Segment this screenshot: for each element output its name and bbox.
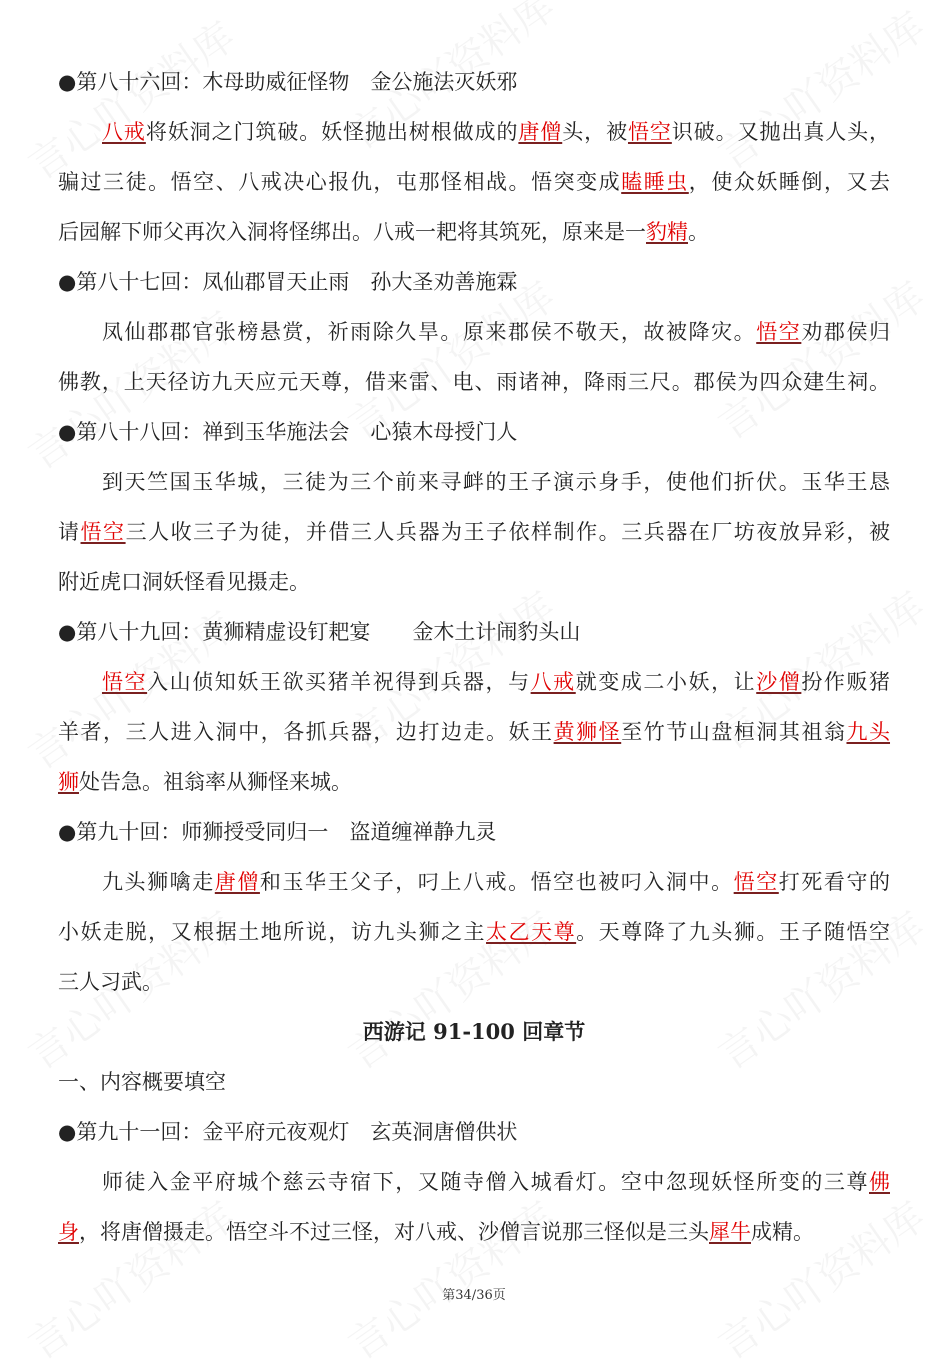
highlighted-keyword: 豹精 xyxy=(646,220,688,244)
highlighted-keyword: 八戒 xyxy=(102,120,146,144)
text-line xyxy=(58,157,890,207)
text-segment: ●第九十回：师狮授受同归一 盗道缠禅静九灵 xyxy=(58,820,497,844)
text-segment: 扮作贩猪 xyxy=(801,670,891,694)
chapter-heading xyxy=(58,257,890,307)
text-segment: ●第八十六回：木母助威征怪物 金公施法灭妖邪 xyxy=(58,70,518,94)
document-body xyxy=(58,57,890,1257)
highlighted-keyword: 悟空 xyxy=(627,120,672,144)
page-number: 第34/36页 xyxy=(442,1288,506,1303)
text-segment: 九头狮噙走 xyxy=(102,870,215,894)
text-segment: ，使众妖睡倒，又去 xyxy=(688,170,891,194)
text-segment: 将妖洞之门筑破。妖怪抛出树根做成的 xyxy=(145,120,519,144)
text-segment: 。天尊降了九头狮。王子随悟空 xyxy=(576,920,891,944)
text-segment: 三人收三子为徒，并借三人兵器为王子依样制作。三兵器在厂坊夜放异彩，被 xyxy=(125,520,891,544)
text-segment: ●第九十一回：金平府元夜观灯 玄英洞唐僧供状 xyxy=(58,1120,518,1144)
highlighted-keyword: 悟空 xyxy=(756,320,802,344)
text-line xyxy=(58,107,890,157)
highlighted-keyword: 悟空 xyxy=(102,670,148,694)
text-line xyxy=(58,1157,890,1207)
highlighted-keyword: 身 xyxy=(58,1220,79,1244)
text-segment: 就变成二小妖，让 xyxy=(575,670,757,694)
text-segment: 三人习武。 xyxy=(58,970,163,994)
text-line xyxy=(58,707,890,757)
text-segment: 一、内容概要填空 xyxy=(58,1070,226,1094)
text-line xyxy=(58,557,890,607)
chapter-heading xyxy=(58,807,890,857)
highlighted-keyword: 黄狮怪 xyxy=(553,720,622,744)
chapter-heading xyxy=(58,57,890,107)
section-title xyxy=(58,1007,890,1057)
text-line xyxy=(58,507,890,557)
text-line xyxy=(58,457,890,507)
highlighted-keyword: 唐僧 xyxy=(518,120,563,144)
text-segment: 请 xyxy=(58,520,81,544)
text-line xyxy=(58,1057,890,1107)
text-segment: ，将唐僧摄走。悟空斗不过三怪，对八戒、沙僧言说那三怪似是三头 xyxy=(79,1220,709,1244)
text-segment: 西游记 91-100 回章节 xyxy=(362,1019,586,1044)
text-segment: 识破。又抛出真人头， xyxy=(671,120,891,144)
highlighted-keyword: 狮 xyxy=(58,770,79,794)
text-line xyxy=(58,957,890,1007)
text-segment: 附近虎口洞妖怪看见摄走。 xyxy=(58,570,310,594)
highlighted-keyword: 八戒 xyxy=(530,670,576,694)
text-segment: ●第八十八回：禅到玉华施法会 心猿木母授门人 xyxy=(58,420,518,444)
chapter-heading xyxy=(58,1107,890,1157)
text-segment: 至竹节山盘桓洞其祖翁 xyxy=(621,720,847,744)
highlighted-keyword: 悟空 xyxy=(733,870,779,894)
text-segment: 小妖走脱，又根据土地所说，访九头狮之主 xyxy=(58,920,487,944)
text-segment: 入山侦知妖王欲买猪羊祝得到兵器，与 xyxy=(147,670,531,694)
highlighted-keyword: 瞌睡虫 xyxy=(621,170,689,194)
text-segment: 打死看守的 xyxy=(778,870,891,894)
highlighted-keyword: 九头 xyxy=(846,720,891,744)
text-segment: 成精。 xyxy=(751,1220,814,1244)
highlighted-keyword: 太乙天尊 xyxy=(486,920,577,944)
chapter-heading xyxy=(58,407,890,457)
text-line xyxy=(58,907,890,957)
text-line xyxy=(58,657,890,707)
text-segment: 师徒入金平府城个慈云寺宿下，又随寺僧入城看灯。空中忽现妖怪所变的三尊 xyxy=(102,1170,869,1194)
text-segment: 头，被 xyxy=(562,120,628,144)
text-segment: 和玉华王父子，叼上八戒。悟空也被叼入洞中。 xyxy=(259,870,734,894)
chapter-heading xyxy=(58,607,890,657)
highlighted-keyword: 悟空 xyxy=(80,520,126,544)
text-line xyxy=(58,857,890,907)
text-segment: 凤仙郡郡官张榜悬赏，祈雨除久旱。原来郡侯不敬天，故被降灾。 xyxy=(102,320,757,344)
highlighted-keyword: 犀牛 xyxy=(709,1220,751,1244)
text-segment: 处告急。祖翁率从狮怪来城。 xyxy=(79,770,352,794)
text-segment: 骗过三徒。悟空、八戒决心报仇，屯那怪相战。悟突变成 xyxy=(58,170,622,194)
text-line xyxy=(58,307,890,357)
highlighted-keyword: 唐僧 xyxy=(214,870,260,894)
text-segment: 。 xyxy=(688,220,709,244)
text-segment: 佛教，上天径访九天应元天尊，借来雷、电、雨诸神，降雨三尺。郡侯为四众建生祠。 xyxy=(58,370,890,394)
text-line xyxy=(58,757,890,807)
highlighted-keyword: 佛 xyxy=(869,1170,890,1194)
text-line xyxy=(58,357,890,407)
text-line xyxy=(58,1207,890,1257)
text-segment: 羊者，三人进入洞中，各抓兵器，边打边走。妖王 xyxy=(58,720,554,744)
text-line xyxy=(58,207,890,257)
text-segment: 劝郡侯归 xyxy=(801,320,891,344)
text-segment: 后园解下师父再次入洞将怪绑出。八戒一耙将其筑死，原来是一 xyxy=(58,220,646,244)
text-segment: ●第八十七回：凤仙郡冒天止雨 孙大圣劝善施霖 xyxy=(58,270,518,294)
highlighted-keyword: 沙僧 xyxy=(756,670,802,694)
text-segment: ●第八十九回：黄狮精虚设钉耙宴 金木土计闹豹头山 xyxy=(58,620,581,644)
text-segment: 到天竺国玉华城，三徒为三个前来寻衅的王子演示身手，使他们折伏。玉华王恳 xyxy=(102,470,890,494)
